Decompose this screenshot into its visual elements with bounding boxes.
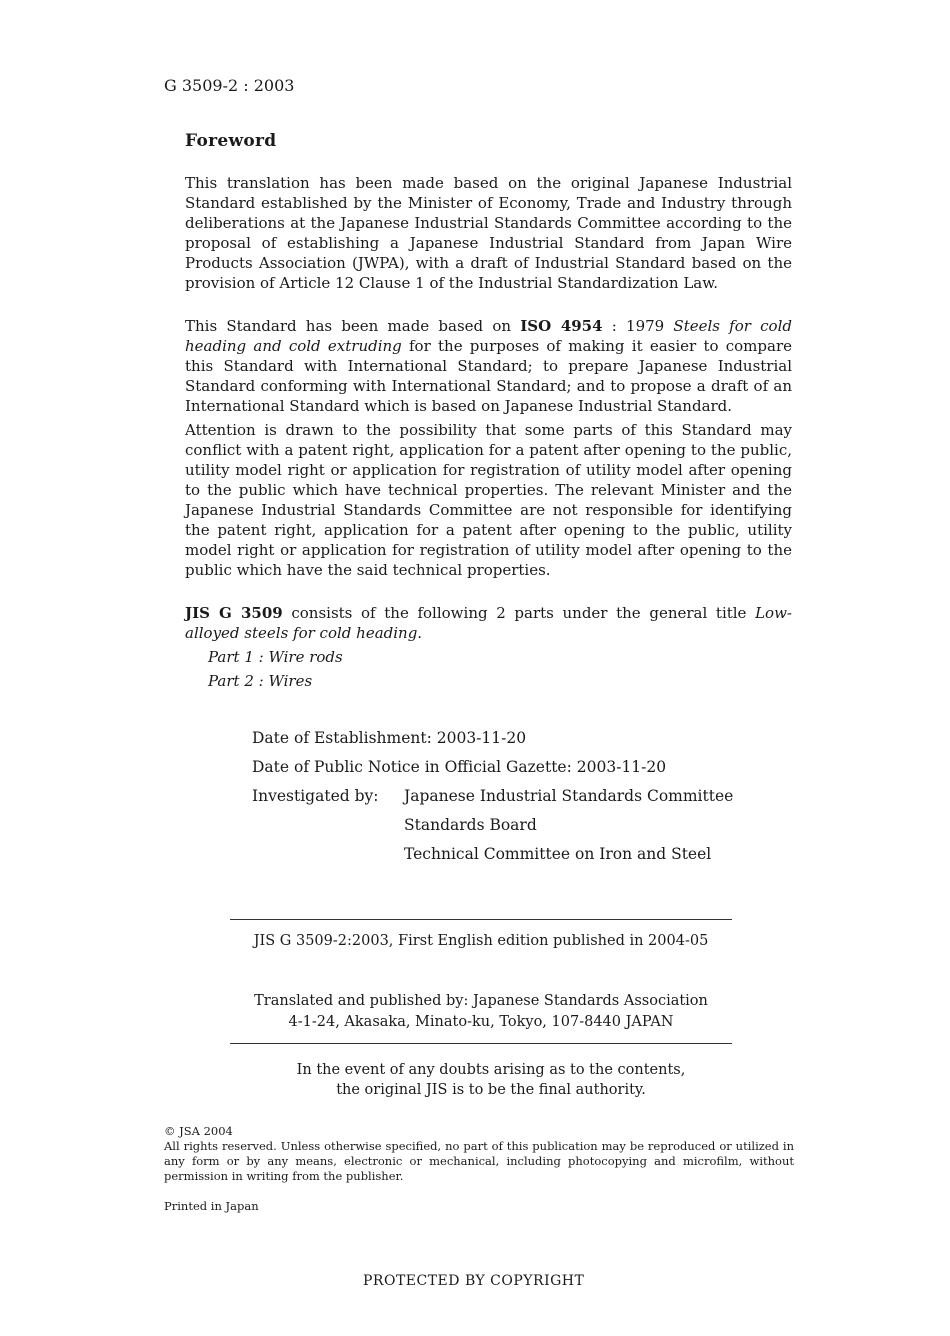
foreword-paragraph-1: This translation has been made based on the original Japanese Industrial Standard established by the Minister of Economy, Trade and Industry through deliberations at the Japanese Industrial Standards Committee according to the proposal of establishing a Japanese Industrial Standard from Japan Wire Products Association (JWPA), with a draft of Industrial Standard based on the provision of Article 12 Clause 1 of the Industrial Standardization Law.	[185, 174, 792, 292]
jis-standard-ref: JIS G 3509	[185, 604, 283, 622]
investigated-by-label: Investigated by:	[252, 787, 379, 805]
investigator-technical-committee: Technical Committee on Iron and Steel	[404, 845, 712, 863]
authority-line-1: In the event of any doubts arising as to the contents,	[296, 1062, 686, 1078]
p2-rest: for the purposes of making it easier to compare this Standard with International Standard; to prepare Japanese Industrial Standard conforming with International Standard; and to propose a draft of an International Standard which is based on Japanese Industrial Standard.	[185, 337, 792, 415]
foreword-paragraph-3: Attention is drawn to the possibility that some parts of this Standard may conflict with a patent right, application for a patent after opening to the public, utility model right or application for registration of utility model after opening to the public which have technical properties. The relevant Minister and the Japanese Industrial Standards Committee are not responsible for identifying the patent right, application for a patent after opening to the public, utility model right or application for registration of utility model after opening to the public which have the said technical properties.	[185, 421, 792, 579]
iso-title: Steels for cold heading and cold extruding	[185, 317, 792, 355]
iso-year: : 1979	[602, 317, 674, 335]
foreword-paragraph-2	[185, 316, 792, 416]
authority-note	[230, 1060, 752, 1100]
investigator-committee: Japanese Industrial Standards Committee	[404, 787, 734, 805]
p4-text: consists of the following 2 parts under the general title	[282, 604, 756, 622]
rights-statement: All rights reserved. Unless otherwise specified, no part of this publication may be reproduced or utilized in any form or by any means, electronic or mechanical, including photocopying and microfilm, without permission in writing from the publisher.	[164, 1139, 794, 1183]
printed-in: Printed in Japan	[164, 1199, 259, 1213]
general-title: Low-alloyed steels for cold heading.	[185, 604, 792, 642]
authority-line-2: the original JIS is to be the final authority.	[336, 1082, 646, 1098]
copyright-notice: © JSA 2004	[164, 1124, 233, 1138]
date-of-public-notice: Date of Public Notice in Official Gazette: 2003-11-20	[252, 758, 667, 776]
foreword-paragraph-4	[185, 603, 792, 643]
divider-bottom	[230, 1043, 732, 1044]
iso-standard-ref: ISO 4954	[520, 317, 603, 335]
document-number: G 3509-2 : 2003	[164, 76, 295, 95]
investigator-board: Standards Board	[404, 816, 537, 834]
date-of-establishment: Date of Establishment: 2003-11-20	[252, 729, 527, 747]
publisher-address: 4-1-24, Akasaka, Minato-ku, Tokyo, 107-8440 JAPAN	[288, 1014, 674, 1030]
foreword-heading: Foreword	[185, 131, 277, 151]
part-1: Part 1 : Wire rods	[208, 648, 343, 666]
publisher-block	[230, 991, 732, 1033]
p2-intro: This Standard has been made based on	[185, 317, 521, 335]
edition-note: JIS G 3509-2:2003, First English edition published in 2004-05	[253, 933, 709, 949]
protected-watermark: PROTECTED BY COPYRIGHT	[363, 1273, 585, 1289]
divider-top	[230, 919, 732, 920]
part-2: Part 2 : Wires	[208, 672, 313, 690]
publisher-line-1: Translated and published by: Japanese Standards Association	[254, 993, 708, 1009]
